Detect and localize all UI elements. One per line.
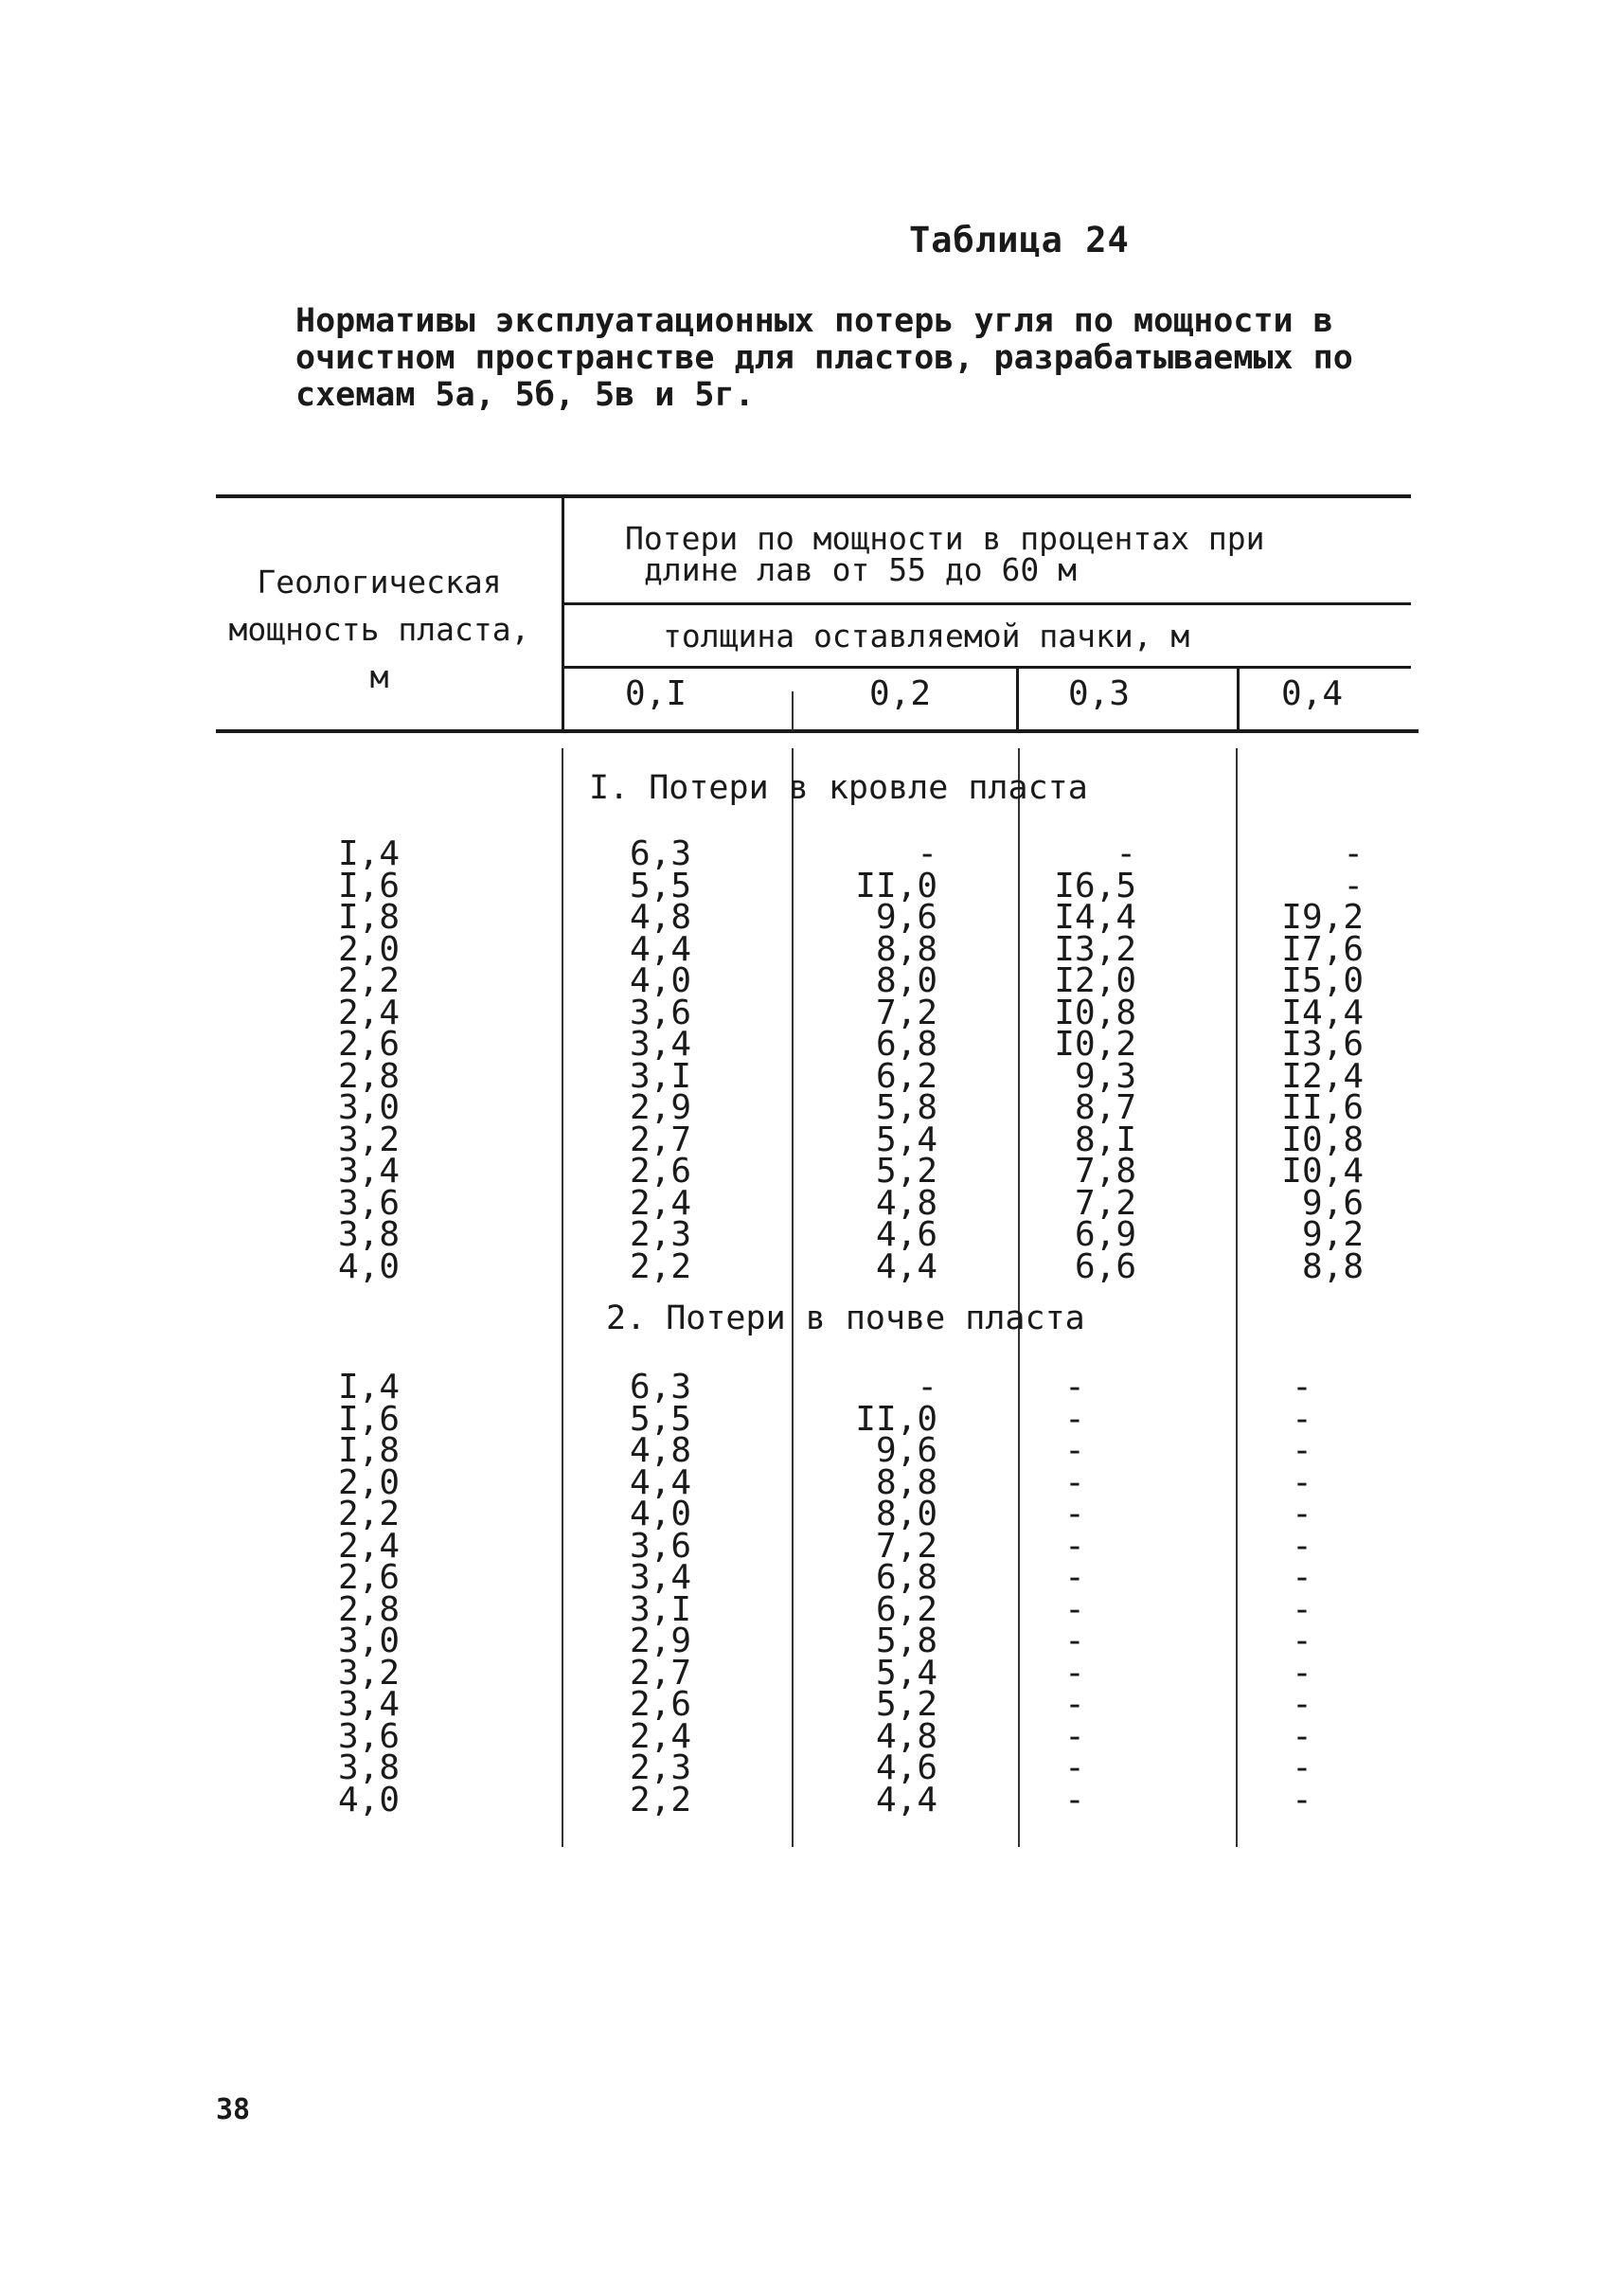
- thickness-cell: 4,0: [337, 1246, 400, 1286]
- loss-cell: 2,9: [629, 1088, 691, 1127]
- loss-column-0-2: [843, 1368, 937, 1819]
- header-divider-col2: [792, 691, 794, 731]
- thickness-cell: 4,0: [337, 1780, 400, 1819]
- loss-column-0-4: [1269, 1368, 1335, 1819]
- loss-cell: 2,4: [629, 1716, 691, 1756]
- loss-cell: 2,2: [629, 1780, 691, 1819]
- thickness-column: [312, 1368, 400, 1819]
- loss-cell: -: [1064, 1780, 1085, 1819]
- table-top-rule: [216, 494, 1411, 498]
- loss-cell: 6,8: [875, 1558, 937, 1597]
- loss-cell: I0,4: [1281, 1152, 1364, 1191]
- loss-cell: -: [1064, 1748, 1085, 1787]
- loss-cell: -: [1064, 1589, 1085, 1629]
- loss-cell: -: [1064, 1495, 1085, 1533]
- loss-cell: 8,8: [1301, 1246, 1364, 1286]
- loss-cell: I0,2: [1054, 1025, 1136, 1064]
- loss-cell: -: [1064, 1685, 1085, 1724]
- loss-cell: 4,4: [875, 1246, 937, 1286]
- loss-cell: 4,6: [875, 1748, 937, 1787]
- loss-cell: -: [1343, 834, 1364, 873]
- loss-column-0-2: [843, 834, 937, 1286]
- thickness-cell: 2,0: [337, 929, 400, 969]
- body-divider-col3: [1018, 748, 1020, 1847]
- header-divider-col4: [1237, 668, 1240, 731]
- loss-cell: I0,8: [1054, 993, 1136, 1032]
- loss-cell: 7,2: [875, 993, 937, 1032]
- loss-cell: 3,4: [629, 1025, 691, 1064]
- header-geological-thickness: [216, 559, 543, 701]
- loss-cell: 5,4: [875, 1120, 937, 1159]
- thickness-cell: 3,4: [337, 1685, 400, 1724]
- loss-header-rule: [562, 602, 1411, 605]
- loss-cell: 6,3: [629, 1368, 691, 1407]
- loss-cell: 7,2: [1074, 1183, 1136, 1223]
- header-losses: [625, 520, 1307, 588]
- thickness-cell: 2,6: [337, 1558, 400, 1597]
- loss-cell: 2,3: [629, 1748, 691, 1787]
- loss-cell: I9,2: [1281, 898, 1364, 937]
- loss-cell: 5,5: [629, 1399, 691, 1439]
- column-header-0-2: 0,2: [869, 674, 932, 713]
- loss-cell: -: [1292, 1431, 1312, 1470]
- loss-cell: 6,2: [875, 1056, 937, 1096]
- page-number: 38: [216, 2093, 251, 2126]
- loss-cell: 5,4: [875, 1653, 937, 1693]
- loss-cell: 3,6: [629, 1526, 691, 1566]
- loss-cell: I2,0: [1054, 961, 1136, 1000]
- header-divider-col3: [1016, 668, 1019, 731]
- loss-cell: -: [1292, 1685, 1312, 1724]
- thickness-cell: I,4: [337, 834, 400, 873]
- thickness-cell: 3,4: [337, 1152, 400, 1191]
- thickness-cell: I,8: [337, 898, 400, 937]
- loss-cell: -: [1292, 1589, 1312, 1629]
- thickness-cell: 3,8: [337, 1215, 400, 1254]
- loss-cell: -: [1064, 1622, 1085, 1660]
- loss-cell: II,6: [1281, 1088, 1364, 1127]
- loss-cell: -: [1064, 1716, 1085, 1756]
- loss-cell: 8,0: [875, 1495, 937, 1533]
- loss-cell: 8,8: [875, 929, 937, 969]
- loss-cell: 6,3: [629, 834, 691, 873]
- loss-cell: 6,2: [875, 1589, 937, 1629]
- thickness-cell: 2,6: [337, 1025, 400, 1064]
- loss-cell: 3,4: [629, 1558, 691, 1597]
- body-divider-col4: [1236, 748, 1238, 1847]
- thickness-cell: 3,2: [337, 1653, 400, 1693]
- header-text: длине лав от 55 до 60 м: [644, 551, 1077, 588]
- loss-cell: 2,4: [629, 1183, 691, 1223]
- loss-cell: 2,3: [629, 1215, 691, 1254]
- header-divider-main: [562, 497, 564, 731]
- loss-cell: 6,6: [1074, 1246, 1136, 1286]
- loss-cell: I7,6: [1281, 929, 1364, 969]
- thickness-cell: 2,8: [337, 1589, 400, 1629]
- loss-cell: I0,8: [1281, 1120, 1364, 1159]
- loss-cell: -: [1064, 1462, 1085, 1502]
- body-divider-col2: [792, 748, 794, 1847]
- loss-cell: I4,4: [1054, 898, 1136, 937]
- loss-cell: -: [1292, 1462, 1312, 1502]
- loss-cell: 9,2: [1301, 1215, 1364, 1254]
- loss-cell: 9,6: [875, 1431, 937, 1470]
- table-caption: [295, 303, 1365, 414]
- loss-cell: -: [1064, 1653, 1085, 1693]
- loss-cell: 4,8: [629, 898, 691, 937]
- loss-cell: -: [1292, 1558, 1312, 1597]
- loss-cell: 4,8: [875, 1716, 937, 1756]
- loss-cell: 4,4: [629, 1462, 691, 1502]
- loss-cell: -: [1292, 1780, 1312, 1819]
- loss-cell: 4,6: [875, 1215, 937, 1254]
- header-text: м: [369, 658, 389, 695]
- loss-cell: -: [1115, 834, 1136, 873]
- loss-cell: -: [1292, 1622, 1312, 1660]
- loss-cell: -: [1292, 1653, 1312, 1693]
- loss-column-0-1: [606, 1368, 691, 1819]
- loss-cell: 8,8: [875, 1462, 937, 1502]
- loss-cell: 4,8: [629, 1431, 691, 1470]
- thickness-cell: I,6: [337, 1399, 400, 1439]
- thickness-header-rule: [562, 666, 1411, 669]
- loss-cell: -: [1292, 1495, 1312, 1533]
- thickness-cell: 2,4: [337, 1526, 400, 1566]
- header-text: Потери по мощности в процентах при: [625, 520, 1265, 557]
- loss-cell: 4,0: [629, 1495, 691, 1533]
- loss-cell: -: [1064, 1399, 1085, 1439]
- loss-cell: 5,2: [875, 1685, 937, 1724]
- loss-cell: 9,6: [875, 898, 937, 937]
- thickness-column: [312, 834, 400, 1286]
- loss-cell: II,0: [855, 866, 937, 905]
- loss-cell: 2,2: [629, 1246, 691, 1286]
- caption-line: схемам 5а, 5б, 5в и 5г.: [295, 376, 755, 414]
- loss-cell: 4,8: [875, 1183, 937, 1223]
- loss-cell: 8,I: [1074, 1120, 1136, 1159]
- caption-line: Нормативы эксплуатационных потерь угля по мощности в: [295, 302, 1333, 340]
- column-header-0-4: 0,4: [1281, 674, 1344, 713]
- loss-cell: -: [1064, 1368, 1085, 1407]
- column-header-0-3: 0,3: [1068, 674, 1131, 713]
- loss-cell: 2,9: [629, 1622, 691, 1660]
- loss-cell: II,0: [855, 1399, 937, 1439]
- thickness-cell: I,4: [337, 1368, 400, 1407]
- loss-cell: 5,8: [875, 1088, 937, 1127]
- header-text: мощность пласта,: [228, 611, 530, 648]
- loss-cell: -: [1292, 1526, 1312, 1566]
- loss-cell: -: [1292, 1716, 1312, 1756]
- thickness-cell: I,8: [337, 1431, 400, 1470]
- loss-column-0-1: [606, 834, 691, 1286]
- loss-column-0-3: [1042, 834, 1136, 1286]
- loss-cell: -: [1064, 1431, 1085, 1470]
- loss-cell: 8,0: [875, 961, 937, 1000]
- thickness-cell: 3,2: [337, 1120, 400, 1159]
- thickness-cell: I,6: [337, 866, 400, 905]
- loss-cell: I2,4: [1281, 1056, 1364, 1096]
- thickness-cell: 3,0: [337, 1622, 400, 1660]
- loss-cell: I4,4: [1281, 993, 1364, 1032]
- loss-cell: -: [917, 834, 937, 873]
- body-divider-main: [562, 748, 563, 1847]
- thickness-cell: 3,8: [337, 1748, 400, 1787]
- thickness-cell: 2,4: [337, 993, 400, 1032]
- loss-cell: -: [1343, 866, 1364, 905]
- loss-cell: I5,0: [1281, 961, 1364, 1000]
- loss-cell: 9,3: [1074, 1056, 1136, 1096]
- thickness-cell: 2,8: [337, 1056, 400, 1096]
- loss-cell: 4,0: [629, 961, 691, 1000]
- loss-cell: -: [1292, 1368, 1312, 1407]
- loss-cell: 5,8: [875, 1622, 937, 1660]
- loss-cell: 5,2: [875, 1152, 937, 1191]
- thickness-cell: 2,2: [337, 1495, 400, 1533]
- loss-cell: 5,5: [629, 866, 691, 905]
- loss-cell: 3,6: [629, 993, 691, 1032]
- thickness-cell: 3,6: [337, 1183, 400, 1223]
- section-title-roof: I. Потери в кровле пласта: [589, 769, 1088, 807]
- loss-cell: -: [1064, 1558, 1085, 1597]
- loss-cell: -: [1064, 1526, 1085, 1566]
- loss-cell: I3,6: [1281, 1025, 1364, 1064]
- loss-cell: 2,6: [629, 1152, 691, 1191]
- section-title-floor: 2. Потери в почве пласта: [606, 1299, 1085, 1337]
- header-text: Геологическая: [257, 564, 502, 600]
- table-label: Таблица 24: [909, 220, 1130, 260]
- header-remaining-thickness: толщина оставляемой пачки, м: [663, 618, 1190, 654]
- loss-column-0-3: [1042, 1368, 1108, 1819]
- loss-cell: -: [1292, 1399, 1312, 1439]
- thickness-cell: 2,2: [337, 961, 400, 1000]
- thickness-cell: 2,0: [337, 1462, 400, 1502]
- loss-cell: 2,7: [629, 1653, 691, 1693]
- loss-cell: -: [1292, 1748, 1312, 1787]
- loss-cell: 2,7: [629, 1120, 691, 1159]
- loss-cell: 9,6: [1301, 1183, 1364, 1223]
- loss-cell: 7,8: [1074, 1152, 1136, 1191]
- loss-cell: 4,4: [629, 929, 691, 969]
- caption-line: очистном пространстве для пластов, разрабатываемых по: [295, 339, 1353, 377]
- loss-column-0-4: [1269, 834, 1364, 1286]
- loss-cell: 8,7: [1074, 1088, 1136, 1127]
- column-header-0-1: 0,I: [625, 674, 687, 713]
- thickness-cell: 3,0: [337, 1088, 400, 1127]
- loss-cell: I6,5: [1054, 866, 1136, 905]
- loss-cell: 4,4: [875, 1780, 937, 1819]
- loss-cell: 6,9: [1074, 1215, 1136, 1254]
- loss-cell: I3,2: [1054, 929, 1136, 969]
- thickness-cell: 3,6: [337, 1716, 400, 1756]
- loss-cell: 2,6: [629, 1685, 691, 1724]
- loss-cell: 3,I: [629, 1056, 691, 1096]
- loss-cell: 6,8: [875, 1025, 937, 1064]
- loss-cell: 3,I: [629, 1589, 691, 1629]
- loss-cell: 7,2: [875, 1526, 937, 1566]
- loss-cell: -: [917, 1368, 937, 1407]
